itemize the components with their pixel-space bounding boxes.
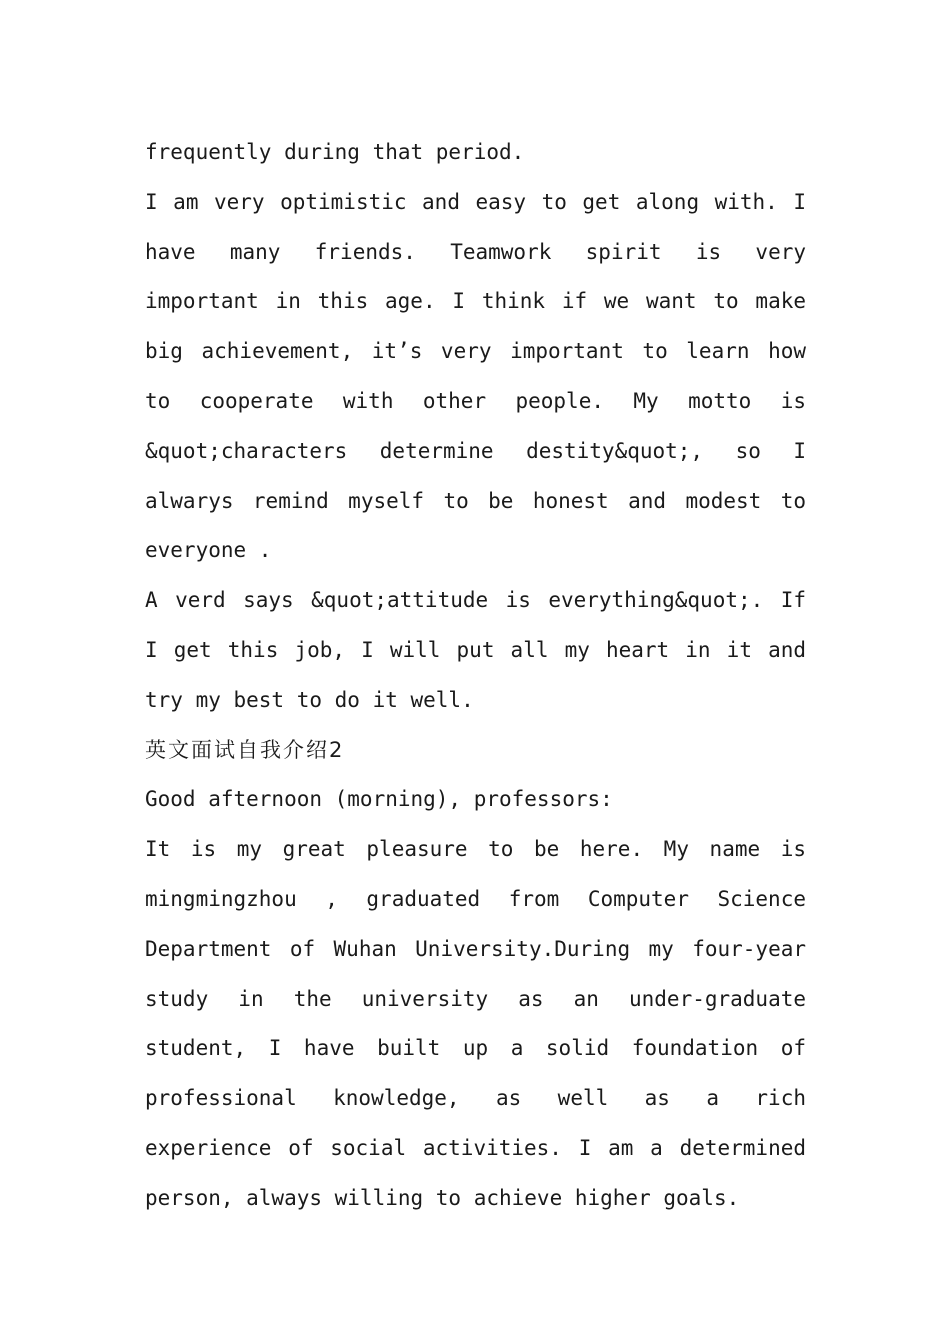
text-line: student, I have built up a solid foundation of: [145, 1036, 806, 1061]
text-line: experience of social activities. I am a determined: [145, 1135, 806, 1160]
text-line: &quot;characters determine destity&quot;, so I: [145, 438, 806, 463]
greeting-text: Good afternoon (morning), professors:: [145, 787, 613, 812]
text-line: to cooperate with other people. My motto is: [145, 388, 806, 413]
paragraph-attitude: [145, 576, 806, 725]
text-line: study in the university as an under-graduate: [145, 986, 806, 1011]
paragraph-continuation: [145, 128, 806, 178]
paragraph-personality: [145, 178, 806, 576]
text-line: A verd says &quot;attitude is everything&quot;. If: [145, 588, 806, 613]
text-line: try my best to do it well.: [145, 687, 474, 712]
text-line: Department of Wuhan University.During my four-year: [145, 936, 806, 961]
greeting: [145, 775, 806, 825]
text-line: I get this job, I will put all my heart in it and: [145, 637, 806, 662]
text-line: important in this age. I think if we want to make: [145, 289, 806, 314]
text-line: alwarys remind myself to be honest and modest to: [145, 488, 806, 513]
text-line: It is my great pleasure to be here. My name is: [145, 837, 806, 862]
text-line: everyone .: [145, 538, 272, 563]
text-line: big achievement, it’s very important to learn how: [145, 339, 806, 364]
heading-text: 英文面试自我介绍2: [145, 737, 345, 762]
text-line: frequently during that period.: [145, 140, 525, 164]
document-page: [145, 128, 806, 1224]
text-line: have many friends. Teamwork spirit is very: [145, 239, 806, 264]
text-line: mingmingzhou , graduated from Computer Science: [145, 886, 806, 911]
text-line: person, always willing to achieve higher goals.: [145, 1185, 740, 1210]
paragraph-introduction: [145, 825, 806, 1223]
section-heading: [145, 726, 806, 776]
text-line: I am very optimistic and easy to get along with. I: [145, 189, 806, 214]
text-line: professional knowledge, as well as a rich: [145, 1086, 806, 1111]
